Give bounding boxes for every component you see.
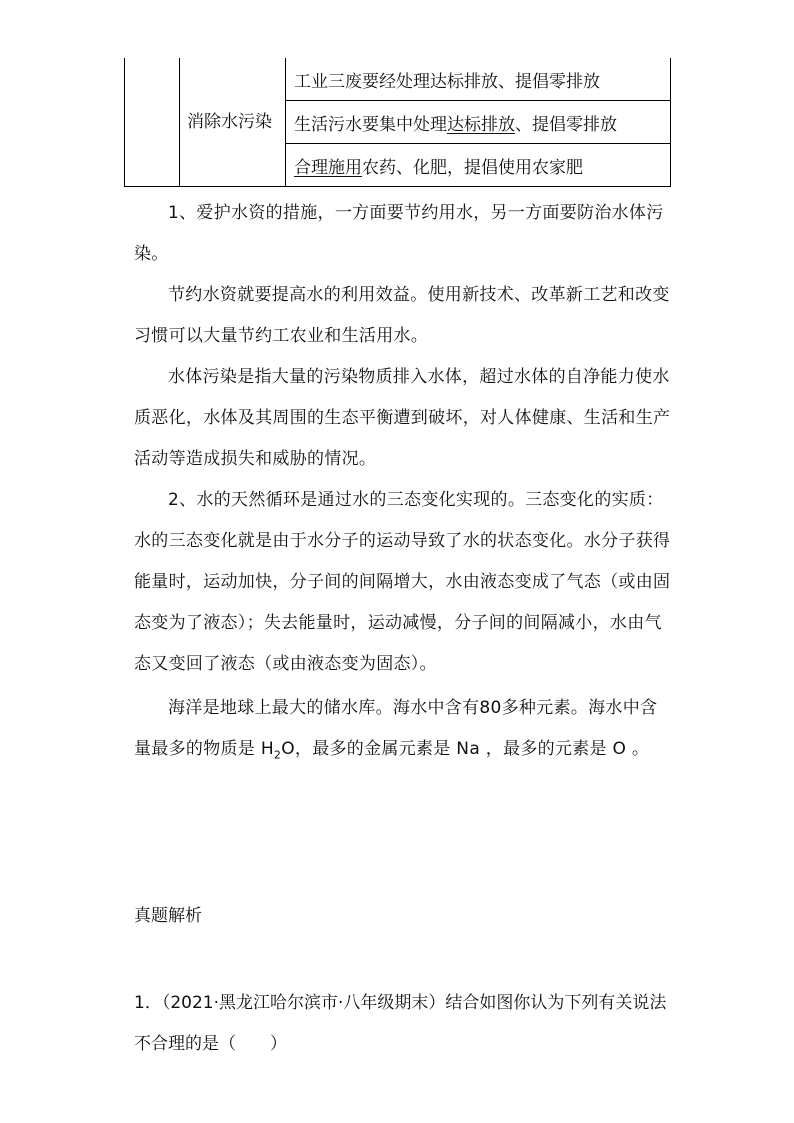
paragraph-water-saving: 节约水资就要提高水的利用效益。使用新技术、改革新工艺和改变习惯可以大量节约工农业和生活用水。	[134, 285, 670, 346]
paragraph-water-pollution: 水体污染是指大量的污染物质排入水体，超过水体的自净能力使水质恶化，水体及其周围的生态平衡遭到破坏，对人体健康、生活和生产活动等造成损失和威胁的情况。	[134, 367, 671, 469]
table-measure-text-before: 生活污水要集中处理	[294, 114, 447, 135]
table-category-cell	[180, 58, 286, 187]
ocean-text-a: 海洋是地球上最大的储水库。海水中含有80多种元素。海水中含量最多的物质是	[134, 698, 658, 759]
section-title: 真题解析	[134, 906, 202, 926]
paragraph-ocean	[134, 688, 674, 775]
table-empty-cell	[125, 58, 180, 187]
table-measure-cell	[286, 101, 671, 144]
table-measure-underlined: 达标排放	[447, 114, 515, 135]
table-measure-cell	[286, 144, 671, 187]
table-measure-cell	[286, 58, 671, 101]
table-measure-text-after: 农药、化肥，提倡使用农家肥	[362, 157, 583, 178]
paragraph-water-protection: 1、爱护水资的措施，一方面要节约用水，另一方面要防治水体污染。	[134, 203, 664, 264]
water-formula-h: H	[260, 739, 274, 759]
table-category-label: 消除水污染	[187, 111, 272, 132]
water-formula-subscript: 2	[273, 748, 282, 762]
table-measure-underlined: 合理施用	[294, 157, 362, 178]
table-measure-text-after: 、提倡零排放	[515, 114, 617, 135]
paragraph-water-cycle: 2、水的天然循环是通过水的三态变化实现的。三态变化的实质：水的三态变化就是由于水分子的运动导致了水的状态变化。水分子获得能量时，运动加快，分子间的间隔增大，水由液态变成了气态（或由固态变为了液态）；失去能量时，运动减慢，分子间的间隔减小，水由气态又变回了液态（或由液态变为固态）。	[134, 490, 671, 674]
table-row	[125, 58, 671, 101]
question-1: 1．（2021·黑龙江哈尔滨市·八年级期末）结合如图你认为下列有关说法不合理的是（ ）	[134, 993, 667, 1054]
ocean-text-b: O，最多的金属元素是 Na ，最多的元素是 O 。	[281, 739, 650, 759]
table-measure-text: 工业三废要经处理达标排放、提倡零排放	[294, 71, 600, 92]
water-protection-table	[124, 58, 671, 187]
